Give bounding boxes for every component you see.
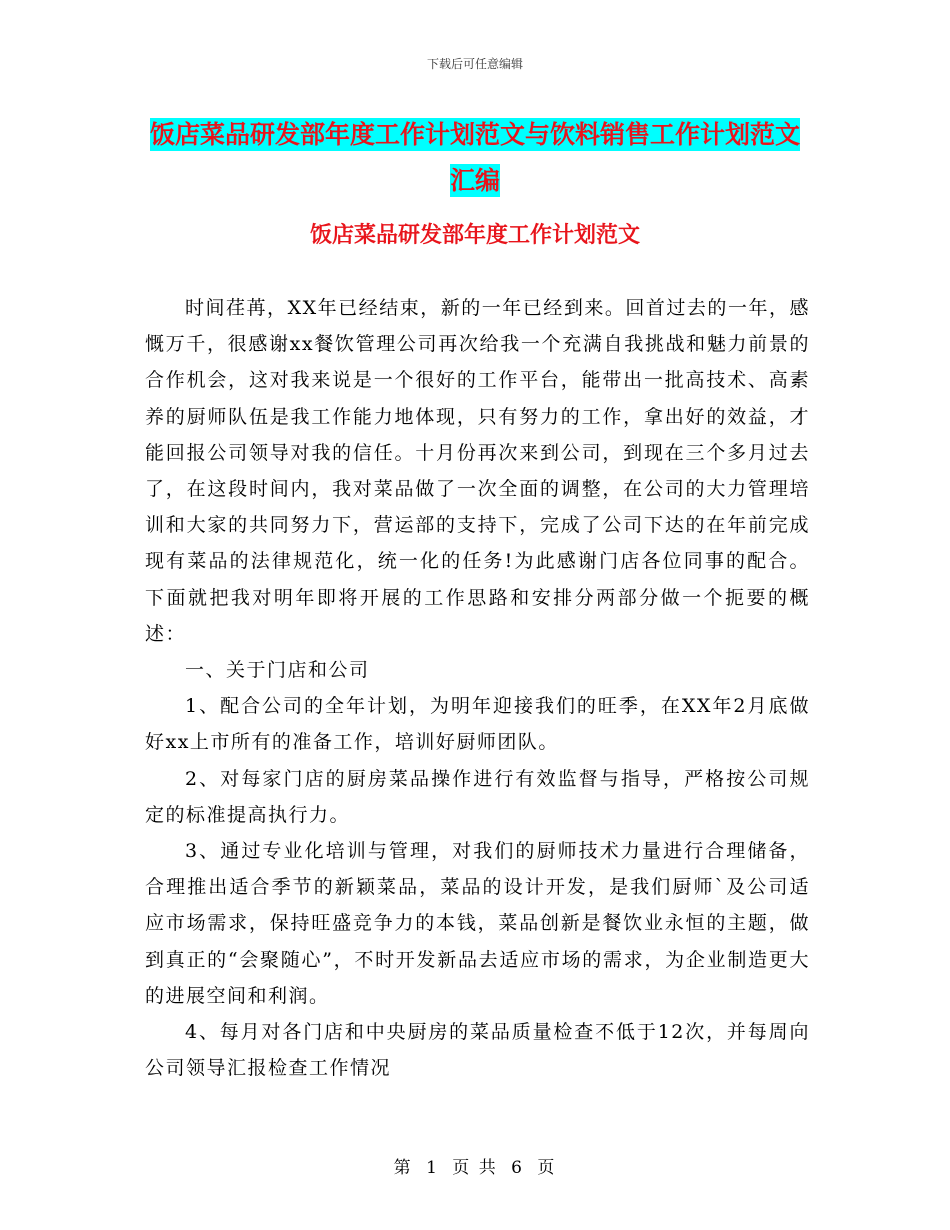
paragraph-item-2: 2、对每家门店的厨房菜品操作进行有效监督与指导，严格按公司规定的标准提高执行力。 xyxy=(145,767,810,826)
page-label-prefix: 第 xyxy=(393,1158,413,1178)
paragraph-item-4: 4、每月对各门店和中央厨房的菜品质量检查不低于12次，并每周向公司领导汇报检查工作情况 xyxy=(145,1021,810,1080)
page-number: 1 xyxy=(426,1158,439,1178)
document-title xyxy=(150,112,800,204)
document-body xyxy=(145,290,810,1086)
paragraph-heading-1: 一、关于门店和公司 xyxy=(185,659,370,682)
total-pages: 6 xyxy=(511,1158,524,1178)
page-footer xyxy=(0,1153,950,1178)
document-title-text: 饭店菜品研发部年度工作计划范文与饮料销售工作计划范文汇编 xyxy=(150,120,801,195)
paragraph-item-3: 3、通过专业化培训与管理，对我们的厨师技术力量进行合理储备，合理推出适合季节的新颖菜品，菜品的设计开发，是我们厨师`及公司适应市场需求，保持旺盛竞争力的本钱，菜品创新是餐饮业永恒的主题，做到真正的“会聚随心”，不时开发新品去适应市场的需求，为企业制造更大的进展空间和利润。 xyxy=(145,840,810,1007)
page-label-suffix: 页 xyxy=(537,1158,557,1178)
header-note: 下载后可任意编辑 xyxy=(426,57,523,71)
paragraph-item-1: 1、配合公司的全年计划，为明年迎接我们的旺季，在XX年2月底做好xx上市所有的准备工作，培训好厨师团队。 xyxy=(145,695,810,754)
page-label-mid: 页 共 xyxy=(452,1158,498,1178)
paragraph-intro: 时间荏苒，XX年已经结束，新的一年已经到来。回首过去的一年，感慨万千，很感谢xx餐饮管理公司再次给我一个充满自我挑战和魅力前景的合作机会，这对我来说是一个很好的工作平台，能带出一批高技术、高素养的厨师队伍是我工作能力地体现，只有努力的工作，拿出好的效益，才能回报公司领导对我的信任。十月份再次来到公司，到现在三个多月过去了，在这段时间内，我对菜品做了一次全面的调整，在公司的大力管理培训和大家的共同努力下，营运部的支持下，完成了公司下达的在年前完成现有菜品的法律规范化，统一化的任务!为此感谢门店各位同事的配合。下面就把我对明年即将开展的工作思路和安排分两部分做一个扼要的概述： xyxy=(145,297,810,645)
section-title: 饭店菜品研发部年度工作计划范文 xyxy=(309,223,640,248)
